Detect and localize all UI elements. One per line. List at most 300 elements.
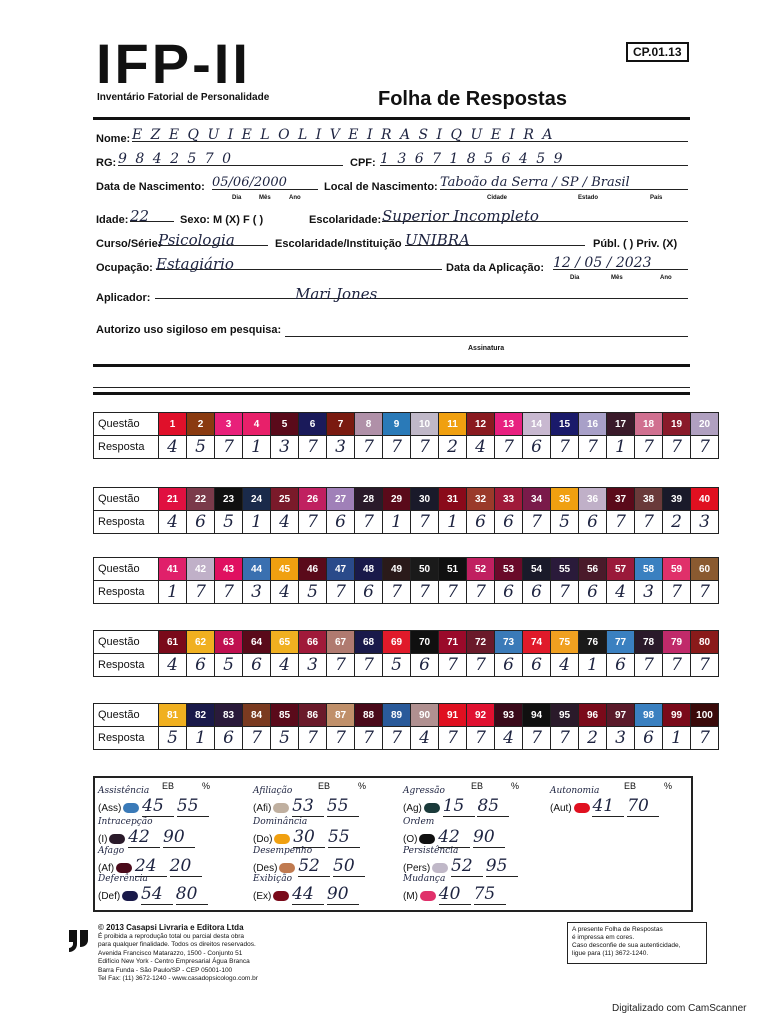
question-number: 43 bbox=[215, 558, 243, 581]
question-number: 36 bbox=[579, 488, 607, 511]
question-number: 77 bbox=[607, 631, 635, 654]
answer-cell[interactable]: 6 bbox=[411, 654, 439, 677]
question-number: 23 bbox=[215, 488, 243, 511]
question-number: 86 bbox=[299, 704, 327, 727]
factor-color-swatch bbox=[274, 834, 290, 844]
factor-handwritten-name: Afiliação bbox=[253, 786, 293, 796]
factor-eb-value[interactable]: 44 bbox=[292, 884, 324, 905]
birth-date-field[interactable]: 05/06/2000 bbox=[212, 175, 318, 190]
publisher-info bbox=[98, 924, 258, 984]
question-number: 24 bbox=[243, 488, 271, 511]
factor-entry bbox=[253, 817, 360, 848]
answer-cell[interactable]: 4 bbox=[159, 436, 187, 459]
factor-eb-value[interactable]: 52 bbox=[451, 856, 483, 877]
factor-color-swatch bbox=[424, 803, 440, 813]
notice-line: ligue para (11) 3672-1240. bbox=[572, 950, 649, 957]
factor-eb-value[interactable]: 53 bbox=[292, 796, 324, 817]
answer-cell[interactable]: 7 bbox=[327, 581, 355, 604]
factor-handwritten-name: Autonomia bbox=[550, 786, 600, 796]
question-number: 48 bbox=[355, 558, 383, 581]
answer-cell[interactable]: 6 bbox=[523, 581, 551, 604]
form-code: CP.01.13 bbox=[626, 42, 689, 62]
city-caption: Cidade bbox=[487, 195, 508, 201]
factor-handwritten-name: Desempenho bbox=[253, 846, 313, 856]
answer-cell[interactable]: 1 bbox=[243, 511, 271, 534]
answer-cell[interactable]: 7 bbox=[523, 511, 551, 534]
factor-eb-value[interactable]: 40 bbox=[439, 884, 471, 905]
question-number: 19 bbox=[663, 413, 691, 436]
factor-percent-value[interactable]: 55 bbox=[327, 796, 359, 817]
signature-line[interactable] bbox=[285, 322, 688, 337]
scanner-watermark: Digitalizado com CamScanner bbox=[612, 1003, 747, 1014]
application-day-caption: Dia bbox=[570, 275, 580, 281]
question-number: 76 bbox=[579, 631, 607, 654]
answer-cell[interactable]: 6 bbox=[355, 581, 383, 604]
question-number: 7 bbox=[327, 413, 355, 436]
answer-table bbox=[93, 412, 719, 459]
answer-cell[interactable]: 6 bbox=[607, 654, 635, 677]
answer-cell[interactable]: 5 bbox=[159, 727, 187, 750]
answer-cell[interactable]: 6 bbox=[523, 654, 551, 677]
birth-month-caption: Mês bbox=[259, 195, 271, 201]
signature-caption: Assinatura bbox=[468, 345, 505, 352]
answer-cell[interactable]: 7 bbox=[383, 727, 411, 750]
answer-cell[interactable]: 1 bbox=[243, 436, 271, 459]
publisher-logo-icon bbox=[66, 928, 92, 954]
question-number: 25 bbox=[271, 488, 299, 511]
answer-cell[interactable]: 5 bbox=[383, 654, 411, 677]
factor-color-swatch bbox=[419, 834, 435, 844]
question-number: 64 bbox=[243, 631, 271, 654]
factor-entry bbox=[98, 874, 208, 905]
answer-row-label: Resposta bbox=[94, 727, 159, 750]
factor-percent-value[interactable]: 55 bbox=[177, 796, 209, 817]
percent-header: % bbox=[358, 781, 367, 791]
factor-entry bbox=[253, 846, 365, 877]
answer-cell[interactable]: 7 bbox=[579, 436, 607, 459]
answer-cell[interactable]: 4 bbox=[271, 654, 299, 677]
application-month-caption: Mês bbox=[611, 275, 623, 281]
answer-cell[interactable]: 4 bbox=[159, 654, 187, 677]
country-caption: País bbox=[650, 195, 663, 201]
answer-cell[interactable]: 7 bbox=[523, 727, 551, 750]
factor-color-swatch bbox=[116, 863, 132, 873]
birth-day-caption: Dia bbox=[232, 195, 242, 201]
application-date-field[interactable]: 12 / 05 / 2023 bbox=[553, 255, 688, 270]
question-number: 70 bbox=[411, 631, 439, 654]
answer-cell[interactable]: 7 bbox=[635, 511, 663, 534]
answer-cell[interactable]: 5 bbox=[187, 436, 215, 459]
answer-cell[interactable]: 1 bbox=[383, 511, 411, 534]
eb-header: EB bbox=[162, 781, 175, 791]
question-number: 68 bbox=[355, 631, 383, 654]
rg-field[interactable]: 9 8 4 2 5 7 0 bbox=[118, 151, 343, 166]
answer-cell[interactable]: 7 bbox=[467, 654, 495, 677]
question-number: 15 bbox=[551, 413, 579, 436]
question-number: 35 bbox=[551, 488, 579, 511]
answer-cell[interactable]: 7 bbox=[691, 436, 719, 459]
answer-cell[interactable]: 7 bbox=[467, 727, 495, 750]
answer-cell[interactable]: 7 bbox=[243, 727, 271, 750]
question-number: 78 bbox=[635, 631, 663, 654]
question-number: 16 bbox=[579, 413, 607, 436]
section-divider-1 bbox=[93, 364, 690, 367]
question-number: 17 bbox=[607, 413, 635, 436]
factor-entry bbox=[253, 874, 359, 905]
answer-cell[interactable]: 7 bbox=[691, 581, 719, 604]
question-number: 27 bbox=[327, 488, 355, 511]
footer-line: Avenida Francisco Matarazzo, 1500 - Conjunto 51 bbox=[98, 949, 243, 957]
answer-cell[interactable]: 7 bbox=[383, 581, 411, 604]
answer-cell[interactable]: 6 bbox=[579, 581, 607, 604]
factor-code: (Des) bbox=[253, 863, 278, 874]
answer-cell[interactable]: 7 bbox=[663, 436, 691, 459]
answer-cell[interactable]: 1 bbox=[187, 727, 215, 750]
answer-cell[interactable]: 3 bbox=[635, 581, 663, 604]
factor-handwritten-name: Assistência bbox=[98, 786, 150, 796]
answer-cell[interactable]: 7 bbox=[439, 727, 467, 750]
question-number: 45 bbox=[271, 558, 299, 581]
factor-percent-value[interactable]: 80 bbox=[176, 884, 208, 905]
answer-cell[interactable]: 1 bbox=[159, 581, 187, 604]
factor-entry bbox=[550, 786, 659, 817]
question-row-label: Questão bbox=[94, 558, 159, 581]
factor-eb-value[interactable]: 42 bbox=[128, 827, 160, 848]
cpf-label: CPF: bbox=[350, 157, 376, 169]
factor-handwritten-name: Persistência bbox=[403, 846, 459, 856]
question-number: 37 bbox=[607, 488, 635, 511]
course-field[interactable]: Psicologia bbox=[158, 231, 268, 246]
question-number: 97 bbox=[607, 704, 635, 727]
answer-cell[interactable]: 6 bbox=[215, 727, 243, 750]
factor-eb-value[interactable]: 15 bbox=[443, 796, 475, 817]
answer-cell[interactable]: 5 bbox=[215, 654, 243, 677]
factor-entry bbox=[403, 817, 505, 848]
answer-cell[interactable]: 7 bbox=[691, 727, 719, 750]
answer-row-label: Resposta bbox=[94, 581, 159, 604]
factor-handwritten-name: Exibição bbox=[253, 874, 292, 884]
question-row-label: Questão bbox=[94, 413, 159, 436]
answer-cell[interactable]: 1 bbox=[579, 654, 607, 677]
test-logo: IFP-II bbox=[96, 32, 251, 95]
answer-cell[interactable]: 7 bbox=[411, 581, 439, 604]
question-number: 12 bbox=[467, 413, 495, 436]
answer-table bbox=[93, 703, 719, 750]
question-number: 6 bbox=[299, 413, 327, 436]
question-number: 98 bbox=[635, 704, 663, 727]
question-number: 41 bbox=[159, 558, 187, 581]
factor-entry bbox=[98, 786, 209, 817]
answer-cell[interactable]: 7 bbox=[467, 581, 495, 604]
footer-line: Edifício New York - Centro Empresarial Água Branca bbox=[98, 958, 250, 965]
factor-percent-value[interactable]: 85 bbox=[477, 796, 509, 817]
answer-cell[interactable]: 3 bbox=[691, 511, 719, 534]
question-row-label: Questão bbox=[94, 704, 159, 727]
factor-handwritten-name: Mudança bbox=[403, 874, 446, 884]
applicator-label: Aplicador: bbox=[96, 292, 151, 304]
question-number: 59 bbox=[663, 558, 691, 581]
state-caption: Estado bbox=[578, 195, 599, 201]
question-number: 34 bbox=[523, 488, 551, 511]
footer-line: para qualquer finalidade. Todos os direitos reservados. bbox=[98, 941, 256, 948]
answer-cell[interactable]: 2 bbox=[439, 436, 467, 459]
question-number: 58 bbox=[635, 558, 663, 581]
footer-line: Barra Funda - São Paulo/SP - CEP 05001-100 bbox=[98, 966, 233, 974]
question-number: 81 bbox=[159, 704, 187, 727]
answer-cell[interactable]: 6 bbox=[579, 511, 607, 534]
question-number: 69 bbox=[383, 631, 411, 654]
factor-eb-value[interactable]: 42 bbox=[438, 827, 470, 848]
factor-code: (M) bbox=[403, 891, 418, 902]
answer-cell[interactable]: 7 bbox=[215, 581, 243, 604]
answer-cell[interactable]: 3 bbox=[299, 654, 327, 677]
question-number: 14 bbox=[523, 413, 551, 436]
question-number: 63 bbox=[215, 631, 243, 654]
question-number: 61 bbox=[159, 631, 187, 654]
factor-percent-value[interactable]: 90 bbox=[163, 827, 195, 848]
answer-cell[interactable]: 5 bbox=[271, 727, 299, 750]
answer-cell[interactable]: 4 bbox=[411, 727, 439, 750]
question-number: 53 bbox=[495, 558, 523, 581]
age-field[interactable]: 22 bbox=[130, 207, 174, 222]
question-number: 91 bbox=[439, 704, 467, 727]
question-number: 3 bbox=[215, 413, 243, 436]
answer-cell[interactable]: 5 bbox=[551, 511, 579, 534]
question-number: 66 bbox=[299, 631, 327, 654]
answer-cell[interactable]: 6 bbox=[327, 511, 355, 534]
answer-cell[interactable]: 4 bbox=[159, 511, 187, 534]
answer-cell[interactable]: 7 bbox=[551, 436, 579, 459]
answer-cell[interactable]: 7 bbox=[663, 581, 691, 604]
answer-cell[interactable]: 7 bbox=[411, 436, 439, 459]
answer-cell[interactable]: 4 bbox=[271, 581, 299, 604]
answer-table bbox=[93, 487, 719, 534]
factor-color-swatch bbox=[273, 803, 289, 813]
answer-cell[interactable]: 7 bbox=[411, 511, 439, 534]
factor-code: (Aut) bbox=[550, 803, 572, 814]
question-number: 52 bbox=[467, 558, 495, 581]
factor-percent-value[interactable]: 95 bbox=[486, 856, 518, 877]
question-number: 51 bbox=[439, 558, 467, 581]
footer-line: É proibida a reprodução total ou parcial desta obra bbox=[98, 932, 244, 940]
factor-percent-value[interactable]: 20 bbox=[170, 856, 202, 877]
factor-code: (Def) bbox=[98, 891, 121, 902]
factor-color-swatch bbox=[432, 863, 448, 873]
question-number: 85 bbox=[271, 704, 299, 727]
header-divider bbox=[93, 117, 690, 120]
question-number: 26 bbox=[299, 488, 327, 511]
factor-handwritten-name: Ordem bbox=[403, 817, 435, 827]
factor-eb-value[interactable]: 52 bbox=[298, 856, 330, 877]
answer-cell[interactable]: 7 bbox=[355, 727, 383, 750]
answer-cell[interactable]: 7 bbox=[299, 436, 327, 459]
answer-cell[interactable]: 7 bbox=[215, 436, 243, 459]
cpf-field[interactable]: 1 3 6 7 1 8 5 6 4 5 9 bbox=[380, 151, 688, 166]
answer-cell[interactable]: 3 bbox=[607, 727, 635, 750]
answer-cell[interactable]: 7 bbox=[187, 581, 215, 604]
factor-percent-value[interactable]: 55 bbox=[328, 827, 360, 848]
answer-cell[interactable]: 7 bbox=[299, 511, 327, 534]
answer-cell[interactable]: 1 bbox=[607, 436, 635, 459]
factor-percent-value[interactable]: 75 bbox=[474, 884, 506, 905]
question-number: 8 bbox=[355, 413, 383, 436]
applicator-field[interactable]: Mari Jones bbox=[155, 285, 688, 299]
answer-cell[interactable]: 7 bbox=[439, 581, 467, 604]
question-number: 60 bbox=[691, 558, 719, 581]
answer-cell[interactable]: 7 bbox=[327, 654, 355, 677]
factor-eb-value[interactable]: 24 bbox=[135, 856, 167, 877]
question-number: 10 bbox=[411, 413, 439, 436]
answer-cell[interactable]: 4 bbox=[495, 727, 523, 750]
factor-eb-value[interactable]: 54 bbox=[141, 884, 173, 905]
occupation-label: Ocupação: bbox=[96, 262, 153, 274]
course-label: Curso/Série: bbox=[96, 238, 162, 250]
question-number: 38 bbox=[635, 488, 663, 511]
factor-eb-value[interactable]: 41 bbox=[592, 796, 624, 817]
answer-cell[interactable]: 7 bbox=[551, 581, 579, 604]
answer-cell[interactable]: 6 bbox=[187, 654, 215, 677]
factor-color-swatch bbox=[109, 834, 125, 844]
percent-header: % bbox=[664, 781, 673, 791]
answer-cell[interactable]: 7 bbox=[495, 436, 523, 459]
percent-header: % bbox=[202, 781, 211, 791]
answer-cell[interactable]: 7 bbox=[439, 654, 467, 677]
authenticity-notice bbox=[567, 922, 707, 964]
factor-percent-value[interactable]: 90 bbox=[327, 884, 359, 905]
public-private-field[interactable]: Públ. ( ) Priv. (X) bbox=[593, 238, 678, 250]
answer-cell[interactable]: 6 bbox=[495, 654, 523, 677]
factor-handwritten-name: Afago bbox=[98, 846, 125, 856]
birthplace-label: Local de Nascimento: bbox=[324, 181, 438, 193]
question-number: 93 bbox=[495, 704, 523, 727]
answer-cell[interactable]: 7 bbox=[355, 511, 383, 534]
answer-cell[interactable]: 5 bbox=[215, 511, 243, 534]
answer-cell[interactable]: 4 bbox=[467, 436, 495, 459]
factor-color-swatch bbox=[122, 891, 138, 901]
factor-color-swatch bbox=[420, 891, 436, 901]
question-number: 55 bbox=[551, 558, 579, 581]
answer-cell[interactable]: 7 bbox=[691, 654, 719, 677]
sheet-title: Folha de Respostas bbox=[378, 88, 567, 110]
factor-percent-value[interactable]: 70 bbox=[627, 796, 659, 817]
factor-code: (Afi) bbox=[253, 803, 272, 814]
question-number: 99 bbox=[663, 704, 691, 727]
answer-cell[interactable]: 2 bbox=[663, 511, 691, 534]
question-number: 83 bbox=[215, 704, 243, 727]
percent-header: % bbox=[511, 781, 520, 791]
eb-header: EB bbox=[624, 781, 637, 791]
question-number: 2 bbox=[187, 413, 215, 436]
answer-cell[interactable]: 7 bbox=[299, 727, 327, 750]
question-number: 94 bbox=[523, 704, 551, 727]
question-number: 90 bbox=[411, 704, 439, 727]
question-number: 44 bbox=[243, 558, 271, 581]
factor-handwritten-name: Intracepção bbox=[98, 817, 153, 827]
question-number: 29 bbox=[383, 488, 411, 511]
answer-cell[interactable]: 5 bbox=[299, 581, 327, 604]
question-number: 50 bbox=[411, 558, 439, 581]
factor-percent-value[interactable]: 50 bbox=[333, 856, 365, 877]
question-number: 20 bbox=[691, 413, 719, 436]
question-number: 18 bbox=[635, 413, 663, 436]
question-number: 62 bbox=[187, 631, 215, 654]
answer-cell[interactable]: 4 bbox=[551, 654, 579, 677]
answer-cell[interactable]: 7 bbox=[355, 654, 383, 677]
answer-cell[interactable]: 6 bbox=[495, 511, 523, 534]
answer-cell[interactable]: 3 bbox=[271, 436, 299, 459]
question-number: 33 bbox=[495, 488, 523, 511]
answer-cell[interactable]: 6 bbox=[635, 727, 663, 750]
question-number: 30 bbox=[411, 488, 439, 511]
birth-year-caption: Ano bbox=[289, 195, 301, 201]
question-number: 95 bbox=[551, 704, 579, 727]
sex-field[interactable]: Sexo: M (X) F ( ) bbox=[180, 214, 264, 226]
question-number: 32 bbox=[467, 488, 495, 511]
application-date-label: Data da Aplicação: bbox=[446, 262, 545, 274]
consent-label: Autorizo uso sigiloso em pesquisa: bbox=[96, 324, 282, 336]
answer-cell[interactable]: 4 bbox=[271, 511, 299, 534]
answer-cell[interactable]: 1 bbox=[439, 511, 467, 534]
question-number: 28 bbox=[355, 488, 383, 511]
answer-cell[interactable]: 6 bbox=[467, 511, 495, 534]
question-number: 100 bbox=[691, 704, 719, 727]
factor-percent-value[interactable]: 90 bbox=[473, 827, 505, 848]
answer-cell[interactable]: 7 bbox=[635, 654, 663, 677]
factor-code: (Ag) bbox=[403, 803, 422, 814]
answer-table bbox=[93, 630, 719, 677]
answer-cell[interactable]: 7 bbox=[355, 436, 383, 459]
footer-line: Tel Fax: (11) 3672-1240 - www.casadopsicologo.com.br bbox=[98, 975, 258, 982]
factor-handwritten-name: Dominância bbox=[253, 817, 308, 827]
answer-cell[interactable]: 2 bbox=[579, 727, 607, 750]
factor-eb-value[interactable]: 30 bbox=[293, 827, 325, 848]
age-label: Idade: bbox=[96, 214, 129, 226]
education-field[interactable]: Superior Incompleto bbox=[382, 207, 688, 222]
answer-row-label: Resposta bbox=[94, 436, 159, 459]
answer-cell[interactable]: 3 bbox=[327, 436, 355, 459]
institution-field[interactable]: UNIBRA bbox=[405, 231, 585, 246]
answer-cell[interactable]: 6 bbox=[243, 654, 271, 677]
answer-cell[interactable]: 7 bbox=[383, 436, 411, 459]
answer-cell[interactable]: 7 bbox=[663, 654, 691, 677]
question-number: 13 bbox=[495, 413, 523, 436]
name-field[interactable]: E Z E Q U I E L O L I V E I R A S I Q U E I R A bbox=[132, 127, 688, 142]
factor-eb-value[interactable]: 45 bbox=[142, 796, 174, 817]
factor-code: (O) bbox=[403, 834, 418, 845]
answer-cell[interactable]: 4 bbox=[607, 581, 635, 604]
question-number: 80 bbox=[691, 631, 719, 654]
question-number: 79 bbox=[663, 631, 691, 654]
eb-header: EB bbox=[471, 781, 484, 791]
factor-code: (Af) bbox=[98, 863, 115, 874]
birthplace-field[interactable]: Taboão da Serra / SP / Brasil bbox=[440, 175, 688, 190]
answer-cell[interactable]: 6 bbox=[495, 581, 523, 604]
answer-cell[interactable]: 7 bbox=[607, 511, 635, 534]
answer-cell[interactable]: 7 bbox=[327, 727, 355, 750]
answer-cell[interactable]: 7 bbox=[635, 436, 663, 459]
occupation-field[interactable]: Estagiário bbox=[156, 255, 442, 270]
answer-cell[interactable]: 7 bbox=[551, 727, 579, 750]
answer-cell[interactable]: 3 bbox=[243, 581, 271, 604]
answer-cell[interactable]: 6 bbox=[523, 436, 551, 459]
birth-date-label: Data de Nascimento: bbox=[96, 181, 205, 193]
question-number: 21 bbox=[159, 488, 187, 511]
notice-line: Caso desconfie de sua autenticidade, bbox=[572, 942, 681, 949]
copyright-text: © 2013 Casapsi Livraria e Editora Ltda bbox=[98, 923, 244, 932]
answer-cell[interactable]: 1 bbox=[663, 727, 691, 750]
question-number: 47 bbox=[327, 558, 355, 581]
answer-cell[interactable]: 6 bbox=[187, 511, 215, 534]
